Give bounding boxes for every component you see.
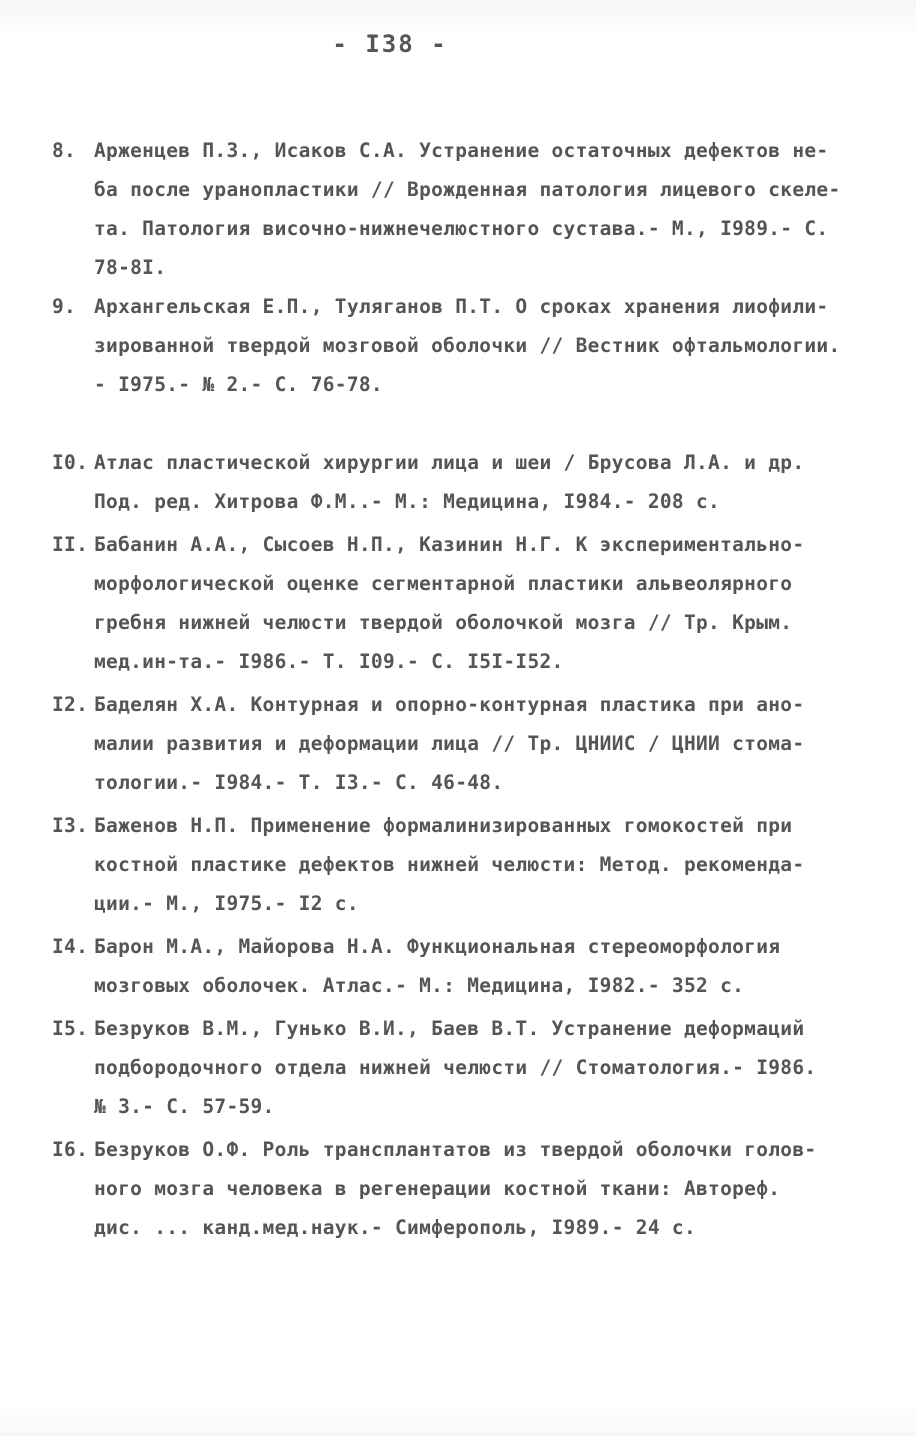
reference-line: подбородочного отдела нижней челюсти // Стоматология.- I986.: [94, 1056, 817, 1079]
reference-line: ции.- М., I975.- I2 с.: [94, 892, 359, 915]
reference-line: Архангельская Е.П., Туляганов П.Т. О сроках хранения лиофили-: [94, 295, 829, 318]
reference-number: I3.: [52, 814, 89, 837]
reference-entry: [52, 525, 870, 681]
reference-line: морфологической оценке сегментарной пластики альвеолярного: [94, 572, 793, 595]
reference-number: I5.: [52, 1017, 89, 1040]
reference-entry: [52, 287, 870, 404]
reference-number: I6.: [52, 1138, 89, 1161]
reference-number: I4.: [52, 935, 89, 958]
reference-line: Безруков В.М., Гунько В.И., Баев В.Т. Устранение деформаций: [94, 1017, 805, 1040]
reference-entry: [52, 443, 870, 521]
reference-line: дис. ... канд.мед.наук.- Симферополь, I989.- 24 с.: [94, 1216, 696, 1239]
reference-line: зированной твердой мозговой оболочки // Вестник офтальмологии.: [94, 334, 841, 357]
reference-line: Баделян Х.А. Контурная и опорно-контурная пластика при ано-: [94, 693, 805, 716]
reference-entry: [52, 927, 870, 1005]
reference-line: 78-8I.: [94, 256, 167, 279]
reference-line: № 3.- С. 57-59.: [94, 1095, 275, 1118]
reference-line: мозговых оболочек. Атлас.- М.: Медицина, I982.- 352 с.: [94, 974, 745, 997]
reference-line: Баженов Н.П. Применение формалинизированных гомокостей при: [94, 814, 793, 837]
reference-list: [52, 131, 870, 1247]
reference-line: Атлас пластической хирургии лица и шеи / Брусова Л.А. и др.: [94, 451, 805, 474]
reference-line: малии развития и деформации лица // Тр. ЦНИИС / ЦНИИ стома-: [94, 732, 805, 755]
reference-entry: [52, 1130, 870, 1247]
reference-line: Барон М.А., Майорова Н.А. Функциональная стереоморфология: [94, 935, 781, 958]
reference-entry: [52, 806, 870, 923]
reference-line: мед.ин-та.- I986.- Т. I09.- С. I5I-I52.: [94, 650, 564, 673]
reference-line: Безруков О.Ф. Роль трансплантатов из твердой оболочки голов-: [94, 1138, 817, 1161]
reference-number: 8.: [52, 139, 77, 162]
reference-line: Бабанин А.А., Сысоев Н.П., Казинин Н.Г. К экспериментально-: [94, 533, 805, 556]
reference-line: гребня нижней челюсти твердой оболочкой мозга // Тр. Крым.: [94, 611, 793, 634]
reference-number: 9.: [52, 295, 77, 318]
reference-number: I0.: [52, 451, 89, 474]
reference-number: II.: [52, 533, 89, 556]
reference-line: Под. ред. Хитрова Ф.М..- М.: Медицина, I984.- 208 с.: [94, 490, 721, 513]
reference-line: Арженцев П.З., Исаков С.А. Устранение остаточных дефектов не-: [94, 139, 829, 162]
reference-number: I2.: [52, 693, 89, 716]
reference-line: ного мозга человека в регенерации костной ткани: Автореф.: [94, 1177, 781, 1200]
reference-line: та. Патология височно-нижнечелюстного сустава.- М., I989.- С.: [94, 217, 829, 240]
reference-line: тологии.- I984.- Т. I3.- С. 46-48.: [94, 771, 504, 794]
reference-entry: [52, 131, 870, 287]
reference-entry: [52, 685, 870, 802]
reference-entry: [52, 1009, 870, 1126]
reference-line: - I975.- № 2.- С. 76-78.: [94, 373, 383, 396]
page-number: - I38 -: [332, 30, 448, 58]
reference-line: ба после уранопластики // Врожденная патология лицевого скеле-: [94, 178, 841, 201]
reference-line: костной пластике дефектов нижней челюсти: Метод. рекоменда-: [94, 853, 805, 876]
